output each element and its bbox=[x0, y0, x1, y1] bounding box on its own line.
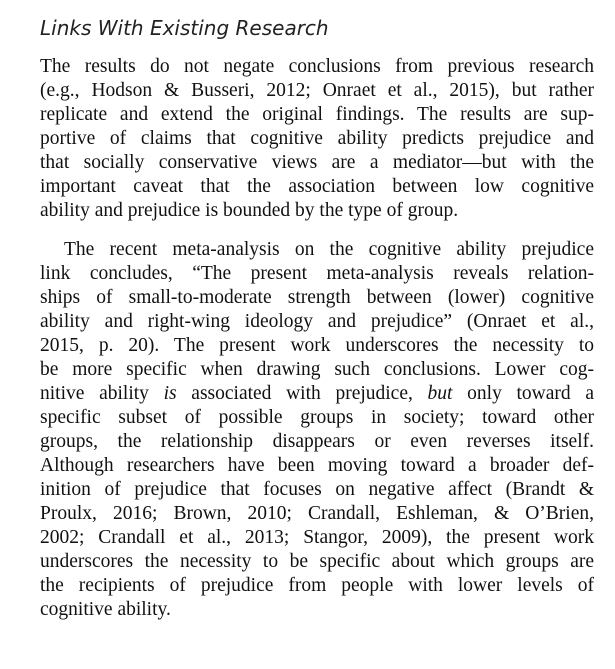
text-line: that socially conservative views are a mediator—but with the bbox=[40, 152, 594, 173]
text-line: ships of small-to-moderate strength between (lower) cognitive bbox=[40, 287, 594, 308]
text-line: The results do not negate conclusions from previous research bbox=[40, 56, 594, 77]
text-line: The recent meta-analysis on the cognitive ability prejudice bbox=[64, 239, 594, 260]
text-line: specific subset of possible groups in society; toward other bbox=[40, 407, 594, 428]
text-line: portive of claims that cognitive ability predicts prejudice and bbox=[40, 128, 594, 149]
text-run: only toward a bbox=[452, 383, 594, 404]
emphasis-but: but bbox=[427, 383, 453, 404]
text-line: link concludes, “The present meta-analysis reveals relation- bbox=[40, 263, 594, 284]
text-line: cognitive ability. bbox=[40, 599, 171, 620]
text-line: Proulx, 2016; Brown, 2010; Crandall, Eshleman, & O’Brien, bbox=[40, 503, 594, 524]
text-run: associated with prejudice, bbox=[176, 383, 428, 404]
section-heading: Links With Existing Research bbox=[40, 16, 329, 40]
text-line: ability and right-wing ideology and prejudice” (Onraet et al., bbox=[40, 311, 594, 332]
text-line: Although researchers have been moving toward a broader def- bbox=[40, 455, 594, 476]
text-line: the recipients of prejudice from people with lower levels of bbox=[40, 575, 594, 596]
text-line: ability and prejudice is bounded by the type of group. bbox=[40, 200, 459, 221]
text-run: nitive ability bbox=[40, 383, 164, 404]
text-line: replicate and extend the original findings. The results are sup- bbox=[40, 104, 594, 125]
text-line: underscores the necessity to be specific about which groups are bbox=[40, 551, 594, 572]
text-line: important caveat that the association between low cognitive bbox=[40, 176, 594, 197]
text-line: be more specific when drawing such conclusions. Lower cog- bbox=[40, 359, 594, 380]
text-line bbox=[40, 382, 594, 406]
emphasis-is: is bbox=[163, 383, 177, 404]
text-line: 2002; Crandall et al., 2013; Stangor, 2009), the present work bbox=[40, 527, 594, 548]
text-line: (e.g., Hodson & Busseri, 2012; Onraet et al., 2015), but rather bbox=[40, 80, 594, 101]
text-line: 2015, p. 20). The present work underscores the necessity to bbox=[40, 335, 594, 356]
text-line: inition of prejudice that focuses on negative affect (Brandt & bbox=[40, 479, 594, 500]
text-line: groups, the relationship disappears or even reverses itself. bbox=[40, 431, 594, 452]
